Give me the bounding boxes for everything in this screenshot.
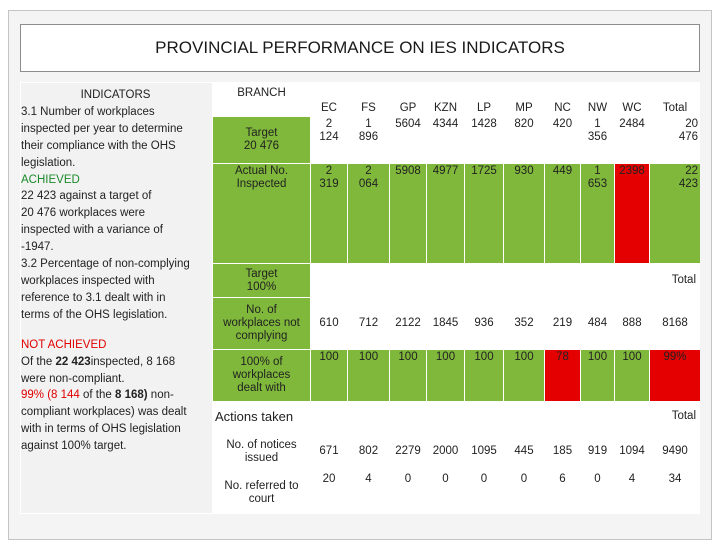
label-line: 20 476	[243, 140, 280, 152]
value-line: 2	[325, 118, 333, 130]
dealt-label	[213, 350, 311, 402]
target-cell: 820	[504, 117, 545, 164]
label-line: workplaces not	[223, 317, 300, 329]
notices-cell: 671	[311, 432, 348, 472]
label-line: No. of	[246, 304, 277, 316]
dealt-cell: 100	[581, 350, 615, 402]
value-line: 896	[358, 131, 379, 143]
achieved-label: ACHIEVED	[21, 173, 80, 186]
indicators-heading: INDICATORS	[80, 89, 151, 101]
target-cell: 4344	[427, 117, 465, 164]
notices-cell: 9490	[650, 432, 701, 472]
notices-cell: 919	[581, 432, 615, 472]
performance-table	[20, 82, 700, 514]
noncomply-cell: 484	[581, 298, 615, 350]
text-fragment: 99% (8 144	[21, 389, 80, 402]
achieved-line: 20 476 workplaces were	[21, 207, 146, 220]
value-line: 064	[358, 178, 379, 190]
referred-label	[213, 472, 311, 514]
referred-cell: 34	[650, 472, 701, 514]
actual-cell	[348, 164, 390, 264]
dealt-cell: 100	[465, 350, 504, 402]
province-header: LP	[465, 83, 504, 117]
actual-cell: 5908	[390, 164, 427, 264]
referred-cell: 20	[311, 472, 348, 514]
not-achieved-line: with in terms of OHS legislation	[21, 423, 181, 436]
province-header: EC	[311, 83, 348, 117]
province-header: Total	[650, 83, 701, 117]
indicator-3-2	[21, 256, 210, 324]
referred-cell: 4	[348, 472, 390, 514]
label-line: complying	[235, 330, 288, 342]
value-line: 1	[365, 118, 372, 130]
indicator-3-2-line: 3.2 Percentage of non-complying	[21, 258, 190, 271]
noncomply-cell: 2122	[390, 298, 427, 350]
indicators-panel	[21, 83, 213, 514]
noncomply-cell: 936	[465, 298, 504, 350]
referred-cell: 0	[504, 472, 545, 514]
province-header: MP	[504, 83, 545, 117]
actions-taken-label: Actions taken	[213, 402, 465, 432]
value-line: 124	[319, 131, 339, 143]
actual-cell: 1725	[465, 164, 504, 264]
slide-title: PROVINCIAL PERFORMANCE ON IES INDICATORS	[20, 24, 700, 72]
indicator-3-2-line: workplaces inspected with	[21, 274, 155, 287]
indicator-3-2-line: terms of the OHS legislation.	[21, 308, 168, 321]
noncomply-cell: 610	[311, 298, 348, 350]
label-line: 100% of	[240, 356, 283, 368]
target-label	[213, 117, 311, 164]
value-line: 1	[594, 165, 601, 177]
performance-table-wrapper	[20, 82, 700, 534]
target-cell: 2484	[615, 117, 650, 164]
value-line: 22	[685, 165, 698, 177]
value-line: 356	[587, 131, 608, 143]
not-achieved-line	[21, 387, 210, 404]
not-achieved-label: NOT ACHIEVED	[21, 338, 107, 351]
target-cell	[348, 117, 390, 164]
referred-cell: 0	[465, 472, 504, 514]
not-achieved-line	[21, 354, 210, 371]
referred-cell: 6	[545, 472, 581, 514]
label-line: Target	[245, 267, 278, 280]
value-line: 319	[319, 178, 339, 190]
province-header: FS	[348, 83, 390, 117]
text-fragment: inspected, 8 168	[90, 355, 176, 368]
text-fragment: of the	[79, 389, 115, 402]
value-line: 476	[678, 131, 698, 143]
target-cell: 1428	[465, 117, 504, 164]
target-100-label	[213, 264, 311, 298]
actual-cell: 2398	[615, 164, 650, 264]
target-cell	[650, 117, 701, 164]
noncomply-label	[213, 298, 311, 350]
actual-cell: 449	[545, 164, 581, 264]
actual-label	[213, 164, 311, 264]
indicator-3-1-line: legislation.	[21, 156, 76, 169]
province-header: WC	[615, 83, 650, 117]
referred-cell: 0	[581, 472, 615, 514]
dealt-cell: 99%	[650, 350, 701, 402]
label-line: dealt with	[237, 382, 286, 394]
noncomply-cell: 888	[615, 298, 650, 350]
dealt-cell: 100	[348, 350, 390, 402]
text-fragment: Of the	[21, 355, 56, 368]
actions-total-label: Total	[465, 402, 701, 432]
notices-cell: 802	[348, 432, 390, 472]
notices-cell: 185	[545, 432, 581, 472]
not-achieved-line: were non-compliant.	[21, 372, 125, 385]
target-100-total-label: Total	[311, 264, 701, 298]
text-fragment: non-	[147, 389, 174, 402]
indicator-3-1	[21, 104, 210, 172]
notices-cell: 445	[504, 432, 545, 472]
header-row	[21, 83, 701, 117]
notices-label	[213, 432, 311, 472]
label-line: No. referred to	[224, 479, 299, 492]
achieved-line: -1947.	[21, 241, 54, 254]
branch-header: BRANCH	[213, 83, 311, 117]
value-line: 653	[587, 178, 608, 190]
achieved-summary	[21, 188, 210, 256]
province-header: GP	[390, 83, 427, 117]
noncomply-cell: 8168	[650, 298, 701, 350]
referred-cell: 0	[427, 472, 465, 514]
notices-cell: 1094	[615, 432, 650, 472]
not-achieved-summary	[21, 354, 210, 455]
target-cell: 420	[545, 117, 581, 164]
noncomply-cell: 1845	[427, 298, 465, 350]
dealt-cell: 78	[545, 350, 581, 402]
dealt-cell: 100	[427, 350, 465, 402]
label-line: Inspected	[236, 178, 287, 190]
notices-cell: 1095	[465, 432, 504, 472]
label-line: No. of notices	[226, 438, 297, 451]
province-header: NC	[545, 83, 581, 117]
label-line: Actual No.	[234, 165, 289, 177]
text-fragment: 8 168)	[115, 389, 148, 402]
notices-cell: 2000	[427, 432, 465, 472]
value-line: 20	[685, 118, 698, 130]
indicator-3-1-line: 3.1 Number of workplaces	[21, 105, 155, 118]
province-header: NW	[581, 83, 615, 117]
text-fragment: 22 423	[55, 355, 91, 368]
noncomply-cell: 219	[545, 298, 581, 350]
label-line: 100%	[246, 280, 277, 293]
noncomply-cell: 712	[348, 298, 390, 350]
value-line: 1	[594, 118, 601, 130]
province-header: KZN	[427, 83, 465, 117]
actual-cell: 4977	[427, 164, 465, 264]
actual-cell	[581, 164, 615, 264]
target-cell	[581, 117, 615, 164]
referred-cell: 0	[390, 472, 427, 514]
achieved-line: 22 423 against a target of	[21, 190, 152, 203]
label-line: workplaces	[232, 369, 291, 381]
value-line: 423	[678, 178, 698, 190]
actual-cell	[650, 164, 701, 264]
target-cell: 5604	[390, 117, 427, 164]
achieved-line: inspected with a variance of	[21, 224, 163, 237]
noncomply-cell: 352	[504, 298, 545, 350]
indicator-3-2-line: reference to 3.1 dealt with in	[21, 291, 166, 304]
dealt-cell: 100	[311, 350, 348, 402]
notices-cell: 2279	[390, 432, 427, 472]
dealt-cell: 100	[504, 350, 545, 402]
not-achieved-line: against 100% target.	[21, 440, 127, 453]
label-line: issued	[244, 451, 279, 464]
actual-cell: 930	[504, 164, 545, 264]
value-line: 2	[365, 165, 372, 177]
target-cell	[311, 117, 348, 164]
label-line: court	[248, 492, 275, 505]
dealt-cell: 100	[615, 350, 650, 402]
not-achieved-line: compliant workplaces) was dealt	[21, 406, 187, 419]
indicator-3-1-line: inspected per year to determine	[21, 122, 183, 135]
actual-cell	[311, 164, 348, 264]
value-line: 2	[325, 165, 333, 177]
dealt-cell: 100	[390, 350, 427, 402]
label-line: Target	[245, 127, 278, 139]
referred-cell: 4	[615, 472, 650, 514]
indicator-3-1-line: their compliance with the OHS	[21, 139, 176, 152]
